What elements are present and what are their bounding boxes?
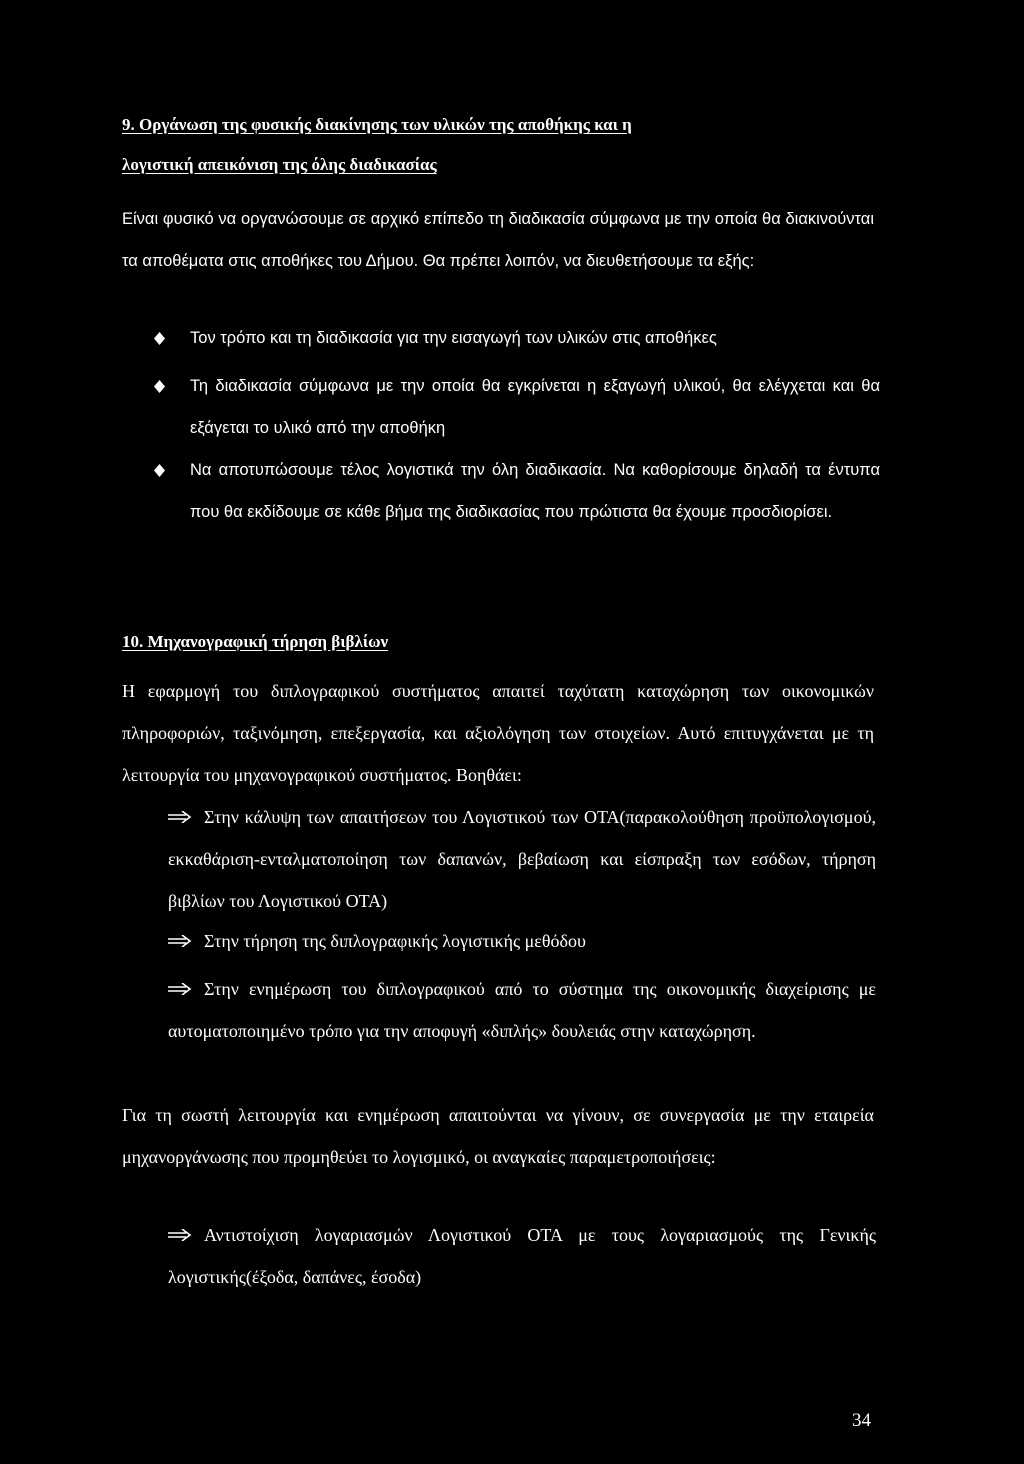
bullet-text: Τον τρόπο και τη διαδικασία για την εισαγωγή των υλικών στις αποθήκες xyxy=(190,329,717,347)
bullet-item xyxy=(152,317,880,359)
section-10-intro-text: Η εφαρμογή του διπλογραφικού συστήματος απαιτεί ταχύτατη καταχώρηση των οικονομικών πληροφοριών, ταξινόμηση, επεξεργασία, και αξιολόγηση των στοιχείων. Αυτό επιτυγχάνεται με τη λειτουργία του μηχανογραφικού συστήματος. Βοηθάει: xyxy=(122,681,874,785)
section-9-intro-text: Είναι φυσικό να οργανώσουμε σε αρχικό επίπεδο τη διαδικασία σύμφωνα με την οποία θα διακινούνται τα αποθέματα στις αποθήκες του Δήμου. Θα πρέπει λοιπόν, να διευθετήσουμε τα εξής: xyxy=(122,210,874,270)
section-9-heading-line-2: λογιστική απεικόνιση της όλης διαδικασίας xyxy=(122,155,437,174)
bullet-text: Τη διαδικασία σύμφωνα με την οποία θα εγκρίνεται η εξαγωγή υλικού, θα ελέγχεται και θα εξάγεται το υλικό από την αποθήκη xyxy=(190,377,880,437)
diamond-bullet-icon xyxy=(152,365,166,407)
section-10-closing-text: Για τη σωστή λειτουργία και ενημέρωση απαιτούνται να γίνουν, σε συνεργασία με την εταιρεία μηχανοργάνωσης που προμηθεύει το λογισμικό, οι αναγκαίες παραμετροποιήσεις: xyxy=(122,1105,874,1167)
bullet-item xyxy=(152,449,880,575)
arrow-item xyxy=(168,796,876,922)
arrow-text: Στην τήρηση της διπλογραφικής λογιστικής μεθόδου xyxy=(204,931,586,951)
bullet-text: Να αποτυπώσουμε τέλος λογιστικά την όλη διαδικασία. Να καθορίσουμε δηλαδή τα έντυπα που θα εκδίδουμε σε κάθε βήμα της διαδικασίας που πρώτιστα θα έχουμε προσδιορίσει. xyxy=(190,461,880,521)
section-10-heading: 10. Μηχανογραφική τήρηση βιβλίων xyxy=(122,632,389,651)
section-10-closing xyxy=(122,1094,874,1178)
section-10-intro xyxy=(122,670,874,796)
section-9-heading-line-1: 9. Οργάνωση της φυσικής διακίνησης των υλικών της αποθήκης και η xyxy=(122,115,632,134)
arrow-item xyxy=(168,968,876,1094)
arrow-item xyxy=(168,1214,876,1298)
bullet-item xyxy=(152,365,880,449)
arrow-text: Αντιστοίχιση λογαριασμών Λογιστικού ΟΤΑ με τους λογαριασμούς της Γενικής λογιστικής(έξοδα, δαπάνες, έσοδα) xyxy=(168,1225,876,1287)
page-number: 34 xyxy=(852,1410,871,1431)
diamond-bullet-icon xyxy=(152,449,166,491)
arrow-text: Στην κάλυψη των απαιτήσεων του Λογιστικού των ΟΤΑ(παρακολούθηση προϋπολογισμού, εκκαθάριση-ενταλματοποίηση των δαπανών, βεβαίωση και είσπραξη των εσόδων, τήρηση βιβλίων του Λογιστικού ΟΤΑ) xyxy=(168,807,876,911)
section-9-intro xyxy=(122,198,874,282)
arrow-text: Στην ενημέρωση του διπλογραφικού από το σύστημα της οικονομικής διαχείρισης με αυτοματοποιημένο τρόπο για την αποφυγή «διπλής» δουλειάς στην καταχώρηση. xyxy=(168,979,876,1041)
arrow-item xyxy=(168,920,876,962)
diamond-bullet-icon xyxy=(152,317,166,359)
